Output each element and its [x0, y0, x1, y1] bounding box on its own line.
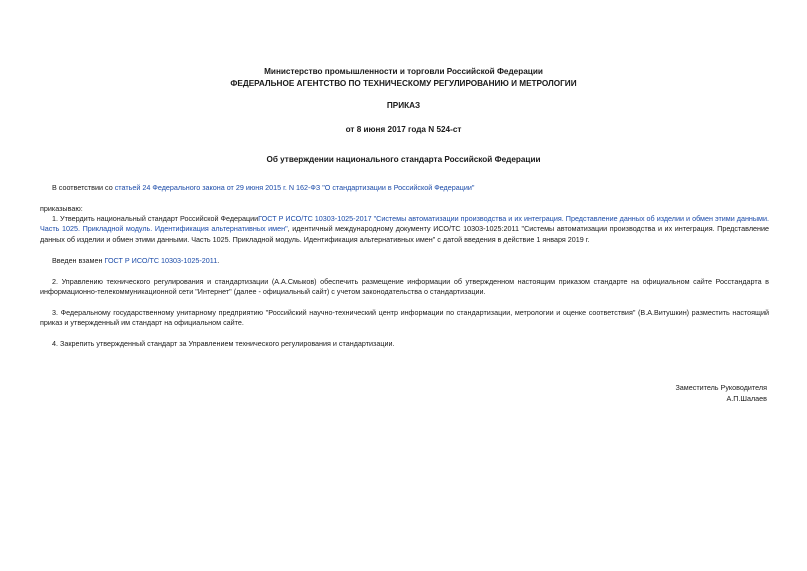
document-header: [0, 66, 807, 89]
document-type: ПРИКАЗ: [386, 101, 421, 110]
item-2: [40, 277, 769, 298]
agency-name: ФЕДЕРАЛЬНОЕ АГЕНТСТВО ПО ТЕХНИЧЕСКОМУ РЕГУЛИРОВАНИЮ И МЕТРОЛОГИИ: [230, 78, 577, 88]
replaced-standard-link[interactable]: ГОСТ Р ИСО/ТС 10303-1025-2011: [104, 256, 218, 265]
law-link[interactable]: статьей 24 Федерального закона от 29 июня 2015 г. N 162-ФЗ "О стандартизации в Российской Федерации": [114, 183, 475, 192]
item-1: [40, 214, 769, 245]
replaces-prefix: Введен взамен: [52, 256, 105, 265]
item-3: [40, 308, 769, 329]
item-1-suffix: , идентичный международному документу ИСО/ТС 10303-1025:2011 "Системы автоматизации производства и их интеграция. Представление данных об изделии и обмен этими данными. Часть 1025. Прикладной модуль. Идентификация альтернативных имен" с датой введения в действие 1 января 2019 г.: [40, 224, 769, 244]
item-4: [40, 339, 769, 349]
item-1-prefix: 1. Утвердить национальный стандарт Российской Федерации: [52, 214, 259, 223]
ministry-name: Министерство промышленности и торговли Российской Федерации: [264, 67, 543, 76]
item-3-text: 3. Федеральному государственному унитарному предприятию "Российский научно-технический центр информации по стандартизации, метрологии и оценке соответствия" (В.А.Витушкин) разместить настоящий приказ и утвержденный им стандарт на официальном сайте.: [40, 308, 769, 328]
standard-link[interactable]: ГОСТ Р ИСО/ТС 10303-1025-2017 "Системы автоматизации производства и их интеграция. Представление данных об изделии и обмен этими данными. Часть 1025. Прикладной модуль. Идентификация альтернативных имен": [40, 214, 769, 234]
document-date-number: от 8 июня 2017 года N 524-ст: [345, 125, 462, 134]
replaces-suffix: .: [217, 256, 220, 265]
document-subject: Об утверждении национального стандарта Российской Федерации: [266, 155, 541, 164]
replaces-paragraph: [40, 256, 769, 266]
intro-paragraph: [40, 183, 769, 193]
signatory-position: Заместитель Руководителя: [675, 383, 767, 392]
signature-block: [675, 382, 767, 404]
intro-prefix: В соответствии со: [52, 183, 115, 192]
item-4-text: 4. Закрепить утвержденный стандарт за Управлением технического регулирования и стандартизации.: [52, 339, 395, 348]
order-word: приказываю:: [40, 204, 83, 213]
item-2-text: 2. Управлению технического регулирования и стандартизации (А.А.Смыков) обеспечить размещение информации об утвержденном настоящим приказом стандарте на официальном сайте Росстандарта в информационно-телекоммуникационной сети "Интернет" (далее - официальный сайт) с учетом законодательства о стандартизации.: [40, 277, 769, 297]
signatory-name: А.П.Шалаев: [726, 394, 767, 403]
